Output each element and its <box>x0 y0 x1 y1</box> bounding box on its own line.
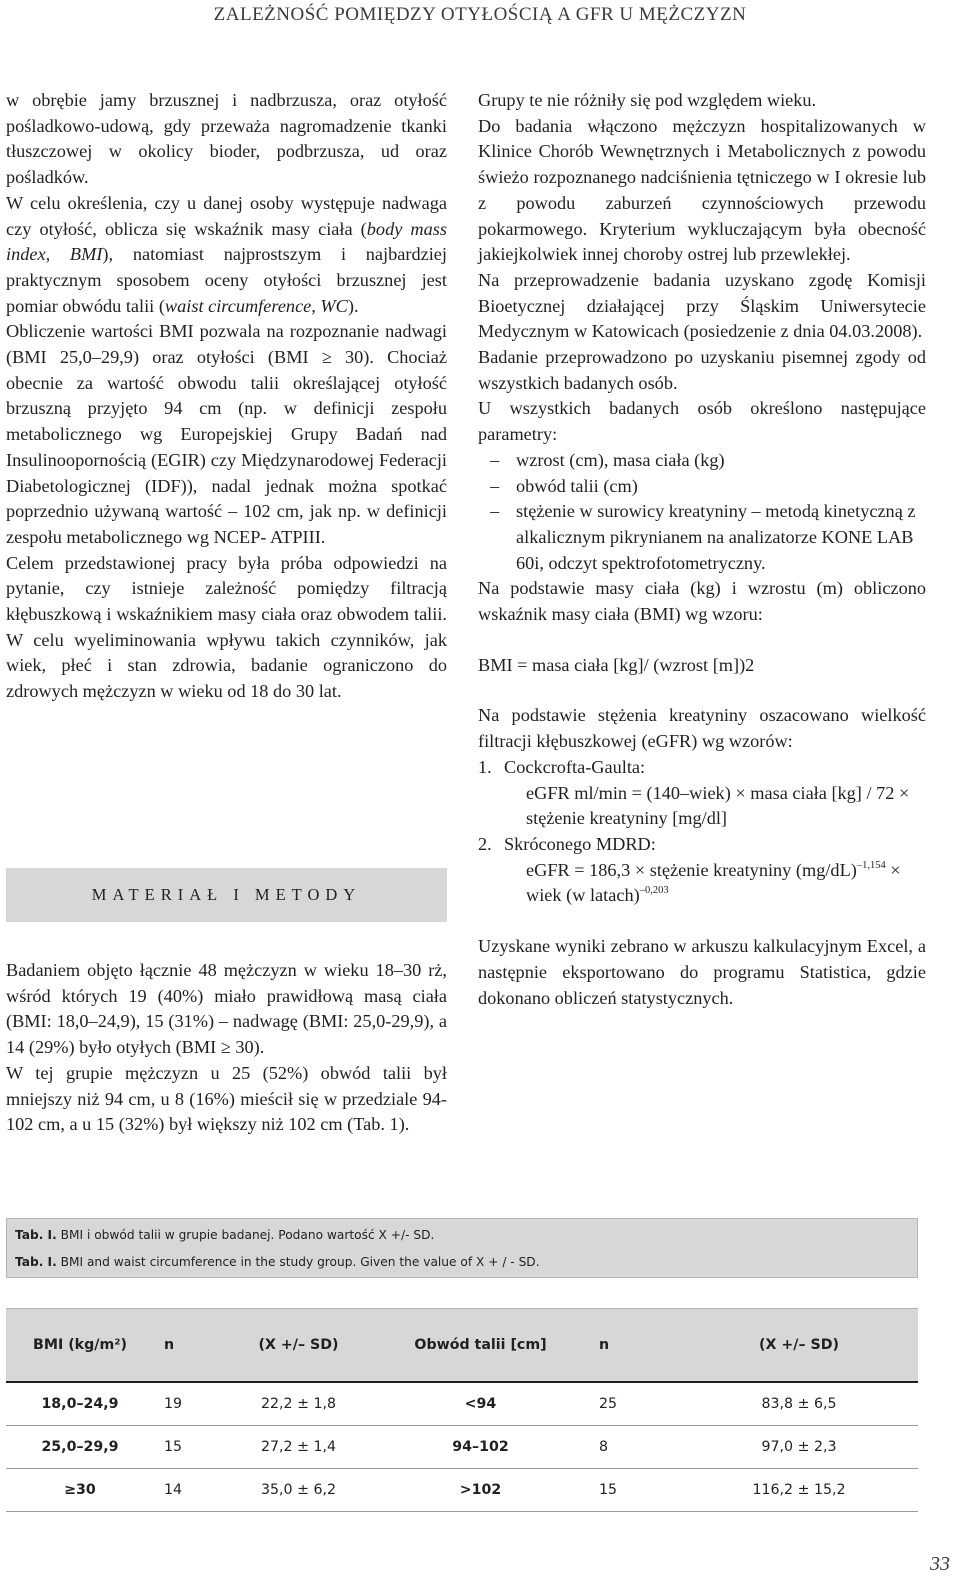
left-column-methods <box>6 958 447 1138</box>
table-cell: 35,0 ± 6,2 <box>225 1469 372 1512</box>
data-table <box>6 1308 918 1512</box>
column-header: BMI (kg/m²) <box>6 1309 154 1383</box>
table-cell: <94 <box>372 1382 589 1426</box>
paragraph: Celem przedstawionej pracy była próba odpowiedzi na pytanie, czy istnieje zależność pomiędzy filtracją kłębuszkową i wskaźnikiem masy ciała oraz obwodem talii. W celu wyeliminowania wpływu takich czynników, jak wiek, płeć i stan zdrowia, badanie ograniczono do zdrowych mężczyzn w wieku od 18 do 30 lat. <box>6 552 447 702</box>
paragraph: Na podstawie masy ciała (kg) i wzrostu (m) obliczono wskaźnik masy ciała (BMI) wg wzoru: <box>478 578 926 625</box>
list-item: – wzrost (cm), masa ciała (kg) <box>478 448 926 474</box>
formula-text: × wiek (w latach) <box>526 859 901 906</box>
method-title: Cockcrofta-Gaulta: <box>504 756 646 777</box>
method-item <box>478 755 926 781</box>
paragraph: Na przeprowadzenie badania uzyskano zgodę Komisji Bioetycznej działającej przy Śląskim Uniwersytecie Medycznym w Katowicach (posiedzenie z dnia 04.03.2008). <box>478 269 926 342</box>
caption-text: BMI i obwód talii w grupie badanej. Podano wartość X +/- SD. <box>60 1228 435 1242</box>
italic-term: body mass index, BMI <box>6 218 447 265</box>
caption-line-pl <box>15 1228 434 1242</box>
table-cell: 22,2 ± 1,8 <box>225 1382 372 1426</box>
caption-line-en <box>15 1255 540 1269</box>
paragraph: w obrębie jamy brzusznej i nadbrzusza, oraz otyłość pośladkowo-udową, gdy przeważa nagromadzenie tkanki tłuszczowej w okolicy bioder, podbrzusza, ud oraz pośladków. <box>6 90 447 188</box>
table-cell: ≥30 <box>6 1469 154 1512</box>
table-cell: 116,2 ± 15,2 <box>680 1469 918 1512</box>
table-cell: 27,2 ± 1,4 <box>225 1426 372 1469</box>
text-run: ). <box>347 295 359 316</box>
page-number: 33 <box>930 1553 950 1575</box>
table-cell: 8 <box>589 1426 680 1469</box>
paragraph: Obliczenie wartości BMI pozwala na rozpoznanie nadwagi (BMI 25,0–29,9) oraz otyłości (BMI ≥ 30). Chociaż obecnie za wartość obwodu talii określającej otyłość brzuszną przyjęto 94 cm (np. w definicji zespołu metabolicznego wg Europejskiej Grupy Badań nad Insulinoopornością (EGIR) czy Międzynarodowej Federacji Diabetologicznej (IDF)), nadal jednak można spotkać poprzednio używaną wartość – 102 cm, jak np. w definicji zespołu metabolicznego wg NCEP- ATPIII. <box>6 321 447 547</box>
table-cell: 83,8 ± 6,5 <box>680 1382 918 1426</box>
paragraph: Badanie przeprowadzono po uzyskaniu pisemnej zgody od wszystkich badanych osób. <box>478 347 926 393</box>
method-item <box>478 832 926 858</box>
table-row <box>6 1426 918 1469</box>
list-number: 1. <box>478 756 492 777</box>
list-number: 2. <box>478 833 492 854</box>
column-header: (X +/– SD) <box>680 1309 918 1383</box>
caption-label: Tab. I. <box>15 1255 57 1269</box>
table-header-row <box>6 1309 918 1383</box>
text-run: ), natomiast najprostszym i najbardziej praktycznym sposobem oceny otyłości brzusznej jest pomiar obwódu talii ( <box>6 244 447 316</box>
left-column <box>6 88 447 705</box>
table-row <box>6 1469 918 1512</box>
section-title: MATERIAŁ I METODY <box>91 885 362 904</box>
column-header: (X +/– SD) <box>225 1309 372 1383</box>
section-heading-bar <box>6 868 447 922</box>
method-formula <box>478 858 926 909</box>
caption-label: Tab. I. <box>15 1228 57 1242</box>
column-header: n <box>589 1309 680 1383</box>
caption-text: BMI and waist circumference in the study group. Given the value of X + / - SD. <box>60 1255 540 1269</box>
table-cell: 97,0 ± 2,3 <box>680 1426 918 1469</box>
table-caption <box>6 1218 918 1278</box>
method-formula <box>478 781 926 832</box>
table-row <box>6 1382 918 1426</box>
list-item: – stężenie w surowicy kreatyniny – metodą kinetyczną z alkalicznym pikrynianem na analizatorze KONE LAB 60i, odczyt spektrofotometryczny. <box>478 499 926 576</box>
table-cell: 14 <box>154 1469 225 1512</box>
table-cell: 15 <box>589 1469 680 1512</box>
table-cell: >102 <box>372 1469 589 1512</box>
paragraph: Badaniem objęto łącznie 48 mężczyzn w wieku 18–30 rż, wśród których 19 (40%) miało prawidłową masą ciała (BMI: 18,0–24,9), 15 (31%) – nadwagę (BMI: 25,0-29,9), a 14 (29%) było otyłych (BMI ≥ 30). <box>6 960 447 1058</box>
paragraph: Grupy te nie różniły się pod względem wieku. <box>478 90 817 110</box>
right-column <box>478 88 926 1011</box>
paragraph: Na podstawie stężenia kreatyniny oszacowano wielkość filtracji kłębuszkowej (eGFR) wg wzorów: <box>478 705 926 752</box>
column-header: n <box>154 1309 225 1383</box>
table-cell: 19 <box>154 1382 225 1426</box>
formula-bmi: BMI = masa ciała [kg]/ (wzrost [m])2 <box>478 654 755 675</box>
paragraph: Do badania włączono mężczyzn hospitalizowanych w Klinice Chorób Wewnętrznych i Metabolicznych z powodu świeżo rozpoznanego nadciśnienia tętniczego w I okresie lub z powodu zaburzeń czynnościowych przewodu pokarmowego. Kryterium wykluczającym była obecność jakiejkolwiek innej choroby ostrej lub przewlekłej. <box>478 115 926 265</box>
paragraph: U wszystkich badanych osób określono następujące parametry: <box>478 398 926 445</box>
formula-text: eGFR = 186,3 × stężenie kreatyniny (mg/dL) <box>526 859 857 880</box>
table-cell: 94–102 <box>372 1426 589 1469</box>
table-cell: 25 <box>589 1382 680 1426</box>
paragraph: W tej grupie mężczyzn u 25 (52%) obwód talii był mniejszy niż 94 cm, u 8 (16%) mieścił się w przedziale 94-102 cm, a u 15 (32%) był większy niż 102 cm (Tab. 1). <box>6 1062 447 1135</box>
running-header: ZALEŻNOŚĆ POMIĘDZY OTYŁOŚCIĄ A GFR U MĘŻCZYZN <box>213 4 747 25</box>
formula-text: eGFR ml/min = (140–wiek) × masa ciała [kg] / 72 × stężenie kreatyniny [mg/dl] <box>526 782 910 829</box>
exponent: –0,203 <box>639 885 669 897</box>
paragraph <box>6 191 447 320</box>
table-cell: 25,0–29,9 <box>6 1426 154 1469</box>
paragraph: Uzyskane wyniki zebrano w arkuszu kalkulacyjnym Excel, a następnie eksportowano do programu Statistica, gdzie dokonano obliczeń statystycznych. <box>478 936 926 1008</box>
list-item: – obwód talii (cm) <box>478 474 926 500</box>
method-title: Skróconego MDRD: <box>504 833 656 854</box>
table-cell: 15 <box>154 1426 225 1469</box>
column-header: Obwód talii [cm] <box>372 1309 589 1383</box>
exponent: –1,154 <box>856 859 886 871</box>
italic-term: waist circumference, WC <box>164 295 348 316</box>
table-cell: 18,0–24,9 <box>6 1382 154 1426</box>
text-run: W celu określenia, czy u danej osoby występuje nadwaga czy otyłość, oblicza się wskaźnik masy ciała ( <box>6 192 447 239</box>
